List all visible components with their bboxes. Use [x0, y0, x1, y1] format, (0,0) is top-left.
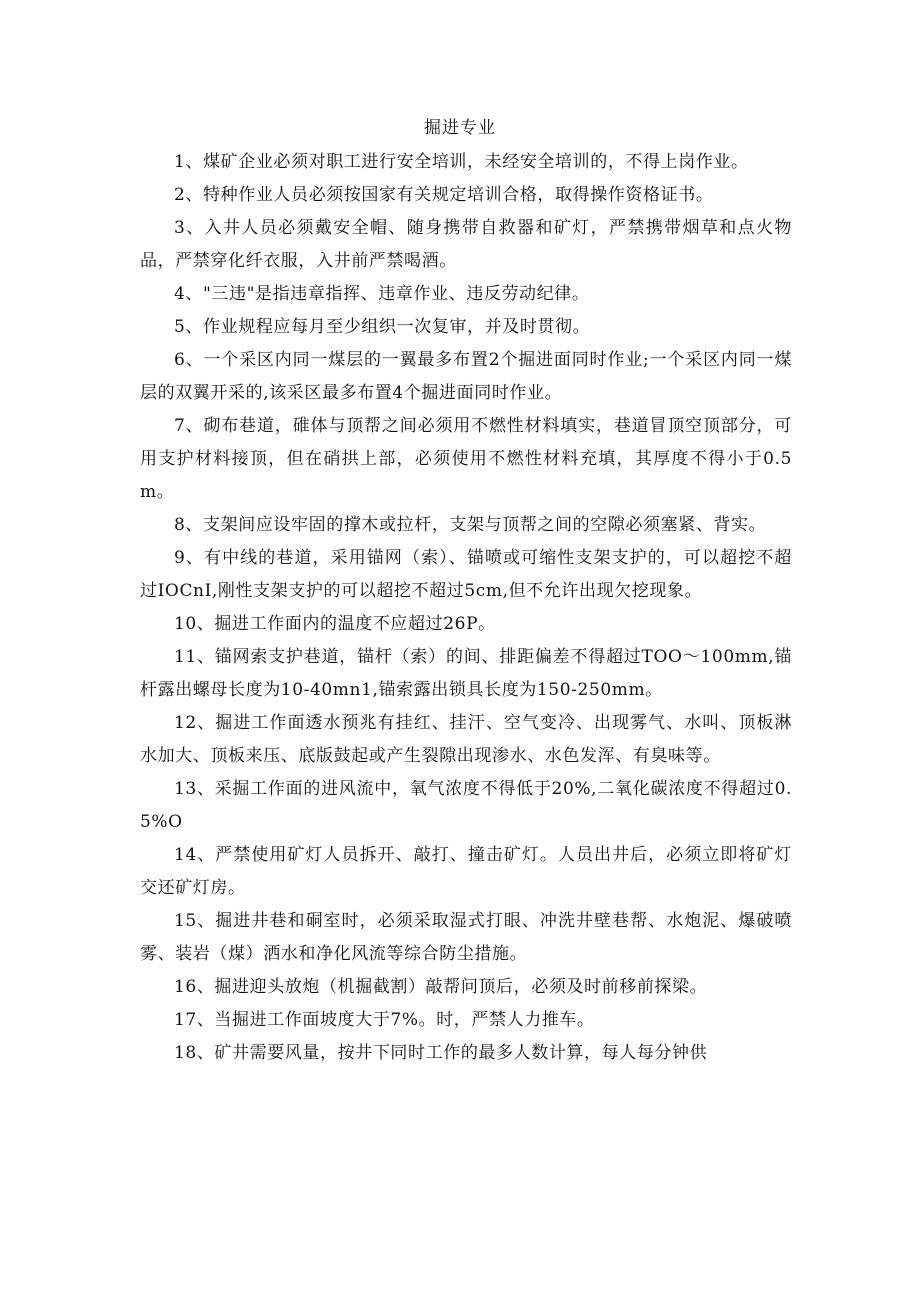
paragraph-8: 8、支架间应设牢固的撑木或拉杆，支架与顶帮之间的空隙必须塞紧、背实。: [174, 515, 767, 535]
paragraph-7: 7、砌布巷道，碓体与顶帮之间必须用不燃性材料填实，巷道冒顶空顶部分，可用支护材料接顶，但在硝拱上部，必须使用不燃性材料充填，其厚度不得小于0.5m。: [140, 416, 792, 502]
paragraph-4: 4、"三违"是指违章指挥、违章作业、违反劳动纪律。: [174, 284, 590, 304]
paragraph-3: 3、入井人员必须戴安全帽、随身携带自救器和矿灯，严禁携带烟草和点火物品，严禁穿化纤衣服，入井前严禁喝酒。: [140, 218, 792, 271]
paragraph-14: 14、严禁使用矿灯人员拆开、敲打、撞击矿灯。人员出井后，必须立即将矿灯交还矿灯房。: [140, 845, 792, 898]
paragraph-15: 15、掘进井巷和硐室时，必须采取湿式打眼、冲洗井壁巷帮、水炮泥、爆破喷雾、装岩（煤）洒水和净化风流等综合防尘措施。: [140, 911, 792, 964]
paragraph-10: 10、掘进工作面内的温度不应超过26P。: [174, 614, 496, 634]
paragraph-18: 18、矿井需要风量，按井下同时工作的最多人数计算，每人每分钟供: [174, 1043, 708, 1063]
paragraph-2: 2、特种作业人员必须按国家有关规定培训合格，取得操作资格证书。: [174, 185, 714, 205]
paragraph-12: 12、掘进工作面透水预兆有挂红、挂汗、空气变冷、出现雾气、水叫、顶板淋水加大、顶板来压、底版鼓起或产生裂隙出现渗水、水色发浑、有臭味等。: [140, 713, 792, 766]
paragraph-6: 6、一个采区内同一煤层的一翼最多布置2个掘进面同时作业;一个采区内同一煤层的双翼开采的,该采区最多布置4个掘进面同时作业。: [140, 350, 792, 403]
paragraph-5: 5、作业规程应每月至少组织一次复审，并及时贯彻。: [174, 317, 591, 337]
paragraph-16: 16、掘进迎头放炮（机掘截割）敲帮问顶后，必须及时前移前探梁。: [174, 977, 708, 997]
paragraph-1: 1、煤矿企业必须对职工进行安全培训，未经安全培训的，不得上岗作业。: [174, 152, 749, 172]
paragraph-17: 17、当掘进工作面坡度大于7%。时，严禁人力推车。: [174, 1010, 595, 1030]
paragraph-13: 13、采掘工作面的进风流中，氧气浓度不得低于20%,二氧化碳浓度不得超过0.5%O: [140, 779, 792, 832]
paragraph-9: 9、有中线的巷道，采用锚网（索）、锚喷或可缩性支架支护的，可以超挖不超过IOCnI,刚性支架支护的可以超挖不超过5cm,但不允许出现欠挖现象。: [140, 548, 792, 601]
document-body: [140, 146, 792, 1070]
document-title: 掘进专业: [424, 118, 496, 138]
paragraph-11: 11、锚网索支护巷道，锚杆（索）的间、排距偏差不得超过TOO～100mm,锚杆露出螺母长度为10-40mn1,锚索露出锁具长度为150-250mm。: [140, 647, 792, 700]
